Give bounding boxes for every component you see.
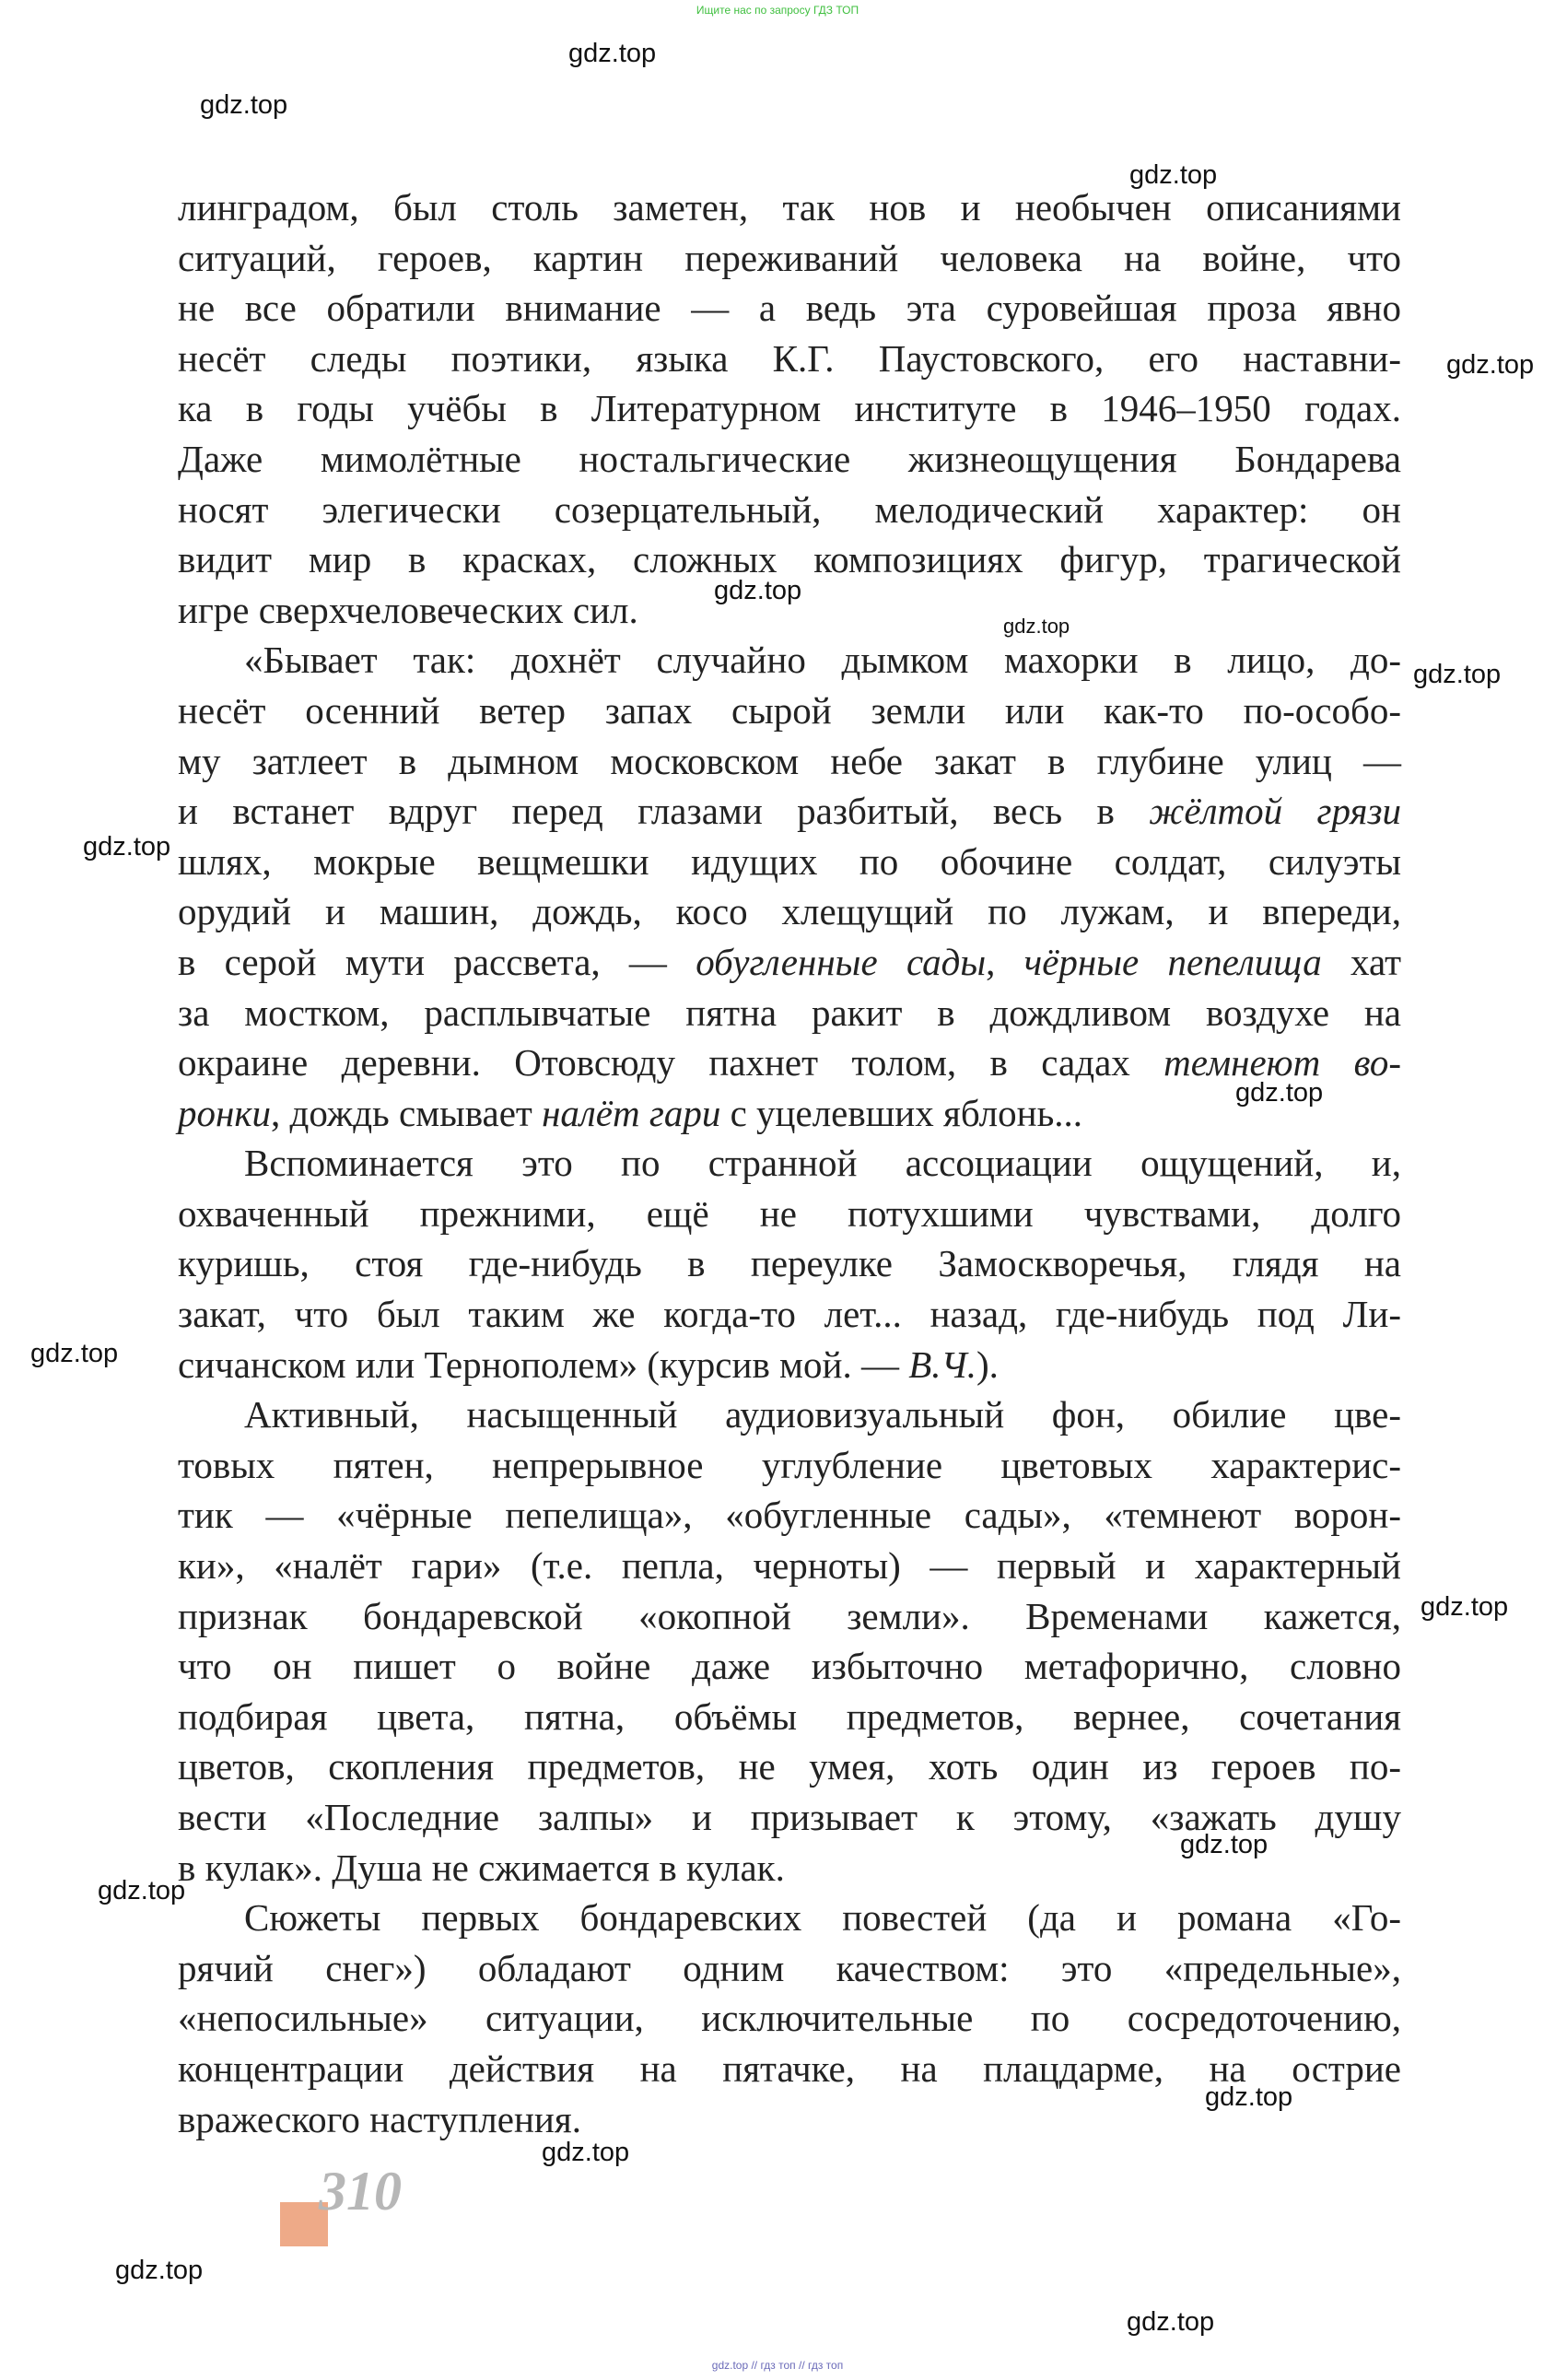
text-line	[178, 1843, 1401, 1893]
text-span: Вспоминается это по странной ассоциации ощущений, и,	[244, 1142, 1401, 1185]
text-line	[178, 1289, 1401, 1340]
text-line	[178, 1641, 1401, 1692]
watermark: gdz.top	[542, 2138, 630, 2167]
watermark: gdz.top	[1446, 350, 1535, 380]
italic-text: В.Ч.	[908, 1342, 976, 1386]
text-span: в серой мути рассвета, —	[178, 940, 696, 983]
text-line	[178, 686, 1401, 736]
text-line	[178, 1038, 1401, 1088]
watermark: gdz.top	[200, 90, 288, 120]
text-line	[178, 233, 1401, 284]
text-line	[178, 1741, 1401, 1792]
text-line	[178, 1591, 1401, 1642]
watermark: gdz.top	[1127, 2307, 1215, 2337]
text-span: в кулак». Душа не сжимается в кулак.	[178, 1846, 785, 1889]
text-span: линградом, был столь заметен, так нов и необычен описаниями	[178, 186, 1401, 229]
watermark: gdz.top	[568, 39, 657, 68]
text-span: хат	[1321, 940, 1402, 983]
text-span: шлях, мокрые вещмешки идущих по обочине солдат, силуэты	[178, 839, 1401, 883]
text-span: сичанском или Тернополем» (курсив мой. —	[178, 1342, 909, 1386]
text-line	[178, 1440, 1401, 1491]
text-line	[178, 1189, 1401, 1239]
text-span: «Бывает так: дохнёт случайно дымком махорки в лицо, до-	[244, 639, 1401, 682]
top-banner: Ищите нас по запросу ГДЗ ТОП	[696, 4, 859, 17]
text-line	[178, 1138, 1401, 1189]
text-line	[178, 988, 1401, 1038]
text-line	[178, 1490, 1401, 1541]
watermark: gdz.top	[1180, 1830, 1269, 1859]
watermark: gdz.top	[1235, 1078, 1324, 1108]
text-span: ).	[976, 1342, 999, 1386]
page-number: 310	[319, 2161, 402, 2222]
italic-text: чёрные пепелища	[1023, 940, 1322, 983]
text-span: «непосильные» ситуации, исключительные по сосредоточению,	[178, 1997, 1401, 2040]
text-span: признак бондаревской «окопной земли». Временами кажется,	[178, 1594, 1401, 1637]
text-line	[178, 786, 1401, 837]
text-span: ситуаций, героев, картин переживаний человека на войне, что	[178, 236, 1401, 279]
text-span: игре сверхчеловеческих сил.	[178, 588, 638, 631]
text-line	[178, 1238, 1401, 1289]
text-line	[178, 1692, 1401, 1742]
text-span: ,	[986, 940, 1024, 983]
text-span: Сюжеты первых бондаревских повестей (да и романа «Го-	[244, 1896, 1401, 1940]
text-span: закат, что был таким же когда-то лет... назад, где-нибудь под Ли-	[178, 1293, 1401, 1336]
text-span: рячий снег») обладают одним качеством: это «предельные»,	[178, 1946, 1401, 1989]
text-line	[178, 1893, 1401, 1943]
text-span: товых пятен, непрерывное углубление цветовых характерис-	[178, 1443, 1401, 1486]
text-span: что он пишет о войне даже избыточно метафорично, словно	[178, 1645, 1401, 1688]
watermark: gdz.top	[98, 1876, 186, 1905]
text-line	[178, 937, 1401, 988]
text-line	[178, 2044, 1401, 2094]
text-span: ка в годы учёбы в Литературном институте в 1946–1950 годах.	[178, 387, 1401, 430]
watermark: gdz.top	[1421, 1592, 1509, 1622]
text-span: охваченный прежними, ещё не потухшими чувствами, долго	[178, 1191, 1401, 1235]
text-span: вести «Последние залпы» и призывает к этому, «зажать душу	[178, 1796, 1401, 1838]
bottom-banner: gdz.top // гдз топ // гдз топ	[711, 2359, 844, 2372]
text-span: несёт осенний ветер запах сырой земли или как-то по-особо-	[178, 688, 1401, 732]
text-line	[178, 585, 1401, 636]
italic-text: ронки	[178, 1091, 272, 1134]
text-span: концентрации действия на пятачке, на плацдарме, на острие	[178, 2046, 1401, 2090]
text-line	[178, 1340, 1401, 1390]
text-span: цветов, скопления предметов, не умея, хоть один из героев по-	[178, 1745, 1401, 1788]
watermark: gdz.top	[1003, 615, 1070, 638]
text-span: подбирая цвета, пятна, объёмы предметов, вернее, сочетания	[178, 1694, 1401, 1738]
text-line	[178, 2094, 1401, 2145]
text-span: несёт следы поэтики, языка К.Г. Паустовского, его наставни-	[178, 336, 1401, 380]
watermark: gdz.top	[30, 1339, 119, 1368]
italic-text: налёт гари	[542, 1091, 721, 1134]
italic-text: обугленные сады	[696, 940, 987, 983]
text-line	[178, 1943, 1401, 1994]
text-span: куришь, стоя где-нибудь в переулке Замоскворечья, глядя на	[178, 1242, 1401, 1285]
text-line	[178, 1389, 1401, 1440]
text-span: вражеского наступления.	[178, 2097, 581, 2140]
body-text	[178, 182, 1401, 2144]
text-span: орудий и машин, дождь, косо хлещущий по лужам, и впереди,	[178, 890, 1401, 933]
text-line	[178, 1792, 1401, 1843]
italic-text: темнеют во-	[1163, 1041, 1401, 1084]
text-line	[178, 383, 1401, 434]
text-span: и встанет вдруг перед глазами разбитый, весь в	[178, 790, 1150, 833]
watermark: gdz.top	[1205, 2082, 1293, 2112]
text-line	[178, 837, 1401, 887]
text-line	[178, 434, 1401, 485]
text-line	[178, 886, 1401, 937]
text-span: , дождь смывает	[271, 1091, 543, 1134]
text-span: му затлеет в дымном московском небе закат в глубине улиц —	[178, 739, 1401, 782]
text-line	[178, 635, 1401, 686]
text-span: видит мир в красках, сложных композициях фигур, трагической	[178, 538, 1401, 581]
watermark: gdz.top	[83, 832, 171, 862]
text-span: за мостком, расплывчатые пятна ракит в дождливом воздухе на	[178, 991, 1401, 1034]
text-span: носят элегически созерцательный, мелодический характер: он	[178, 487, 1401, 531]
text-span: тик — «чёрные пепелища», «обугленные сады», «темнеют ворон-	[178, 1494, 1401, 1537]
text-line	[178, 736, 1401, 787]
text-line	[178, 283, 1401, 334]
text-line	[178, 182, 1401, 233]
text-span: окраине деревни. Отовсюду пахнет толом, в садах	[178, 1041, 1164, 1084]
text-span: с уцелевших яблонь...	[720, 1091, 1083, 1134]
text-span: Даже мимолётные ностальгические жизнеощущения Бондарева	[178, 437, 1401, 480]
italic-text: жёлтой грязи	[1149, 790, 1401, 833]
text-line	[178, 334, 1401, 384]
watermark: gdz.top	[714, 576, 802, 605]
text-line	[178, 1088, 1401, 1139]
text-line	[178, 485, 1401, 535]
text-span: ки», «налёт гари» (т.е. пепла, черноты) — первый и характерный	[178, 1544, 1401, 1588]
text-span: не все обратили внимание — а ведь эта суровейшая проза явно	[178, 287, 1401, 330]
text-line	[178, 1993, 1401, 2044]
text-span: Активный, насыщенный аудиовизуальный фон, обилие цве-	[244, 1393, 1401, 1436]
watermark: gdz.top	[1413, 660, 1502, 689]
text-line	[178, 1541, 1401, 1591]
watermark: gdz.top	[1129, 160, 1218, 190]
watermark: gdz.top	[115, 2256, 204, 2285]
text-line	[178, 534, 1401, 585]
